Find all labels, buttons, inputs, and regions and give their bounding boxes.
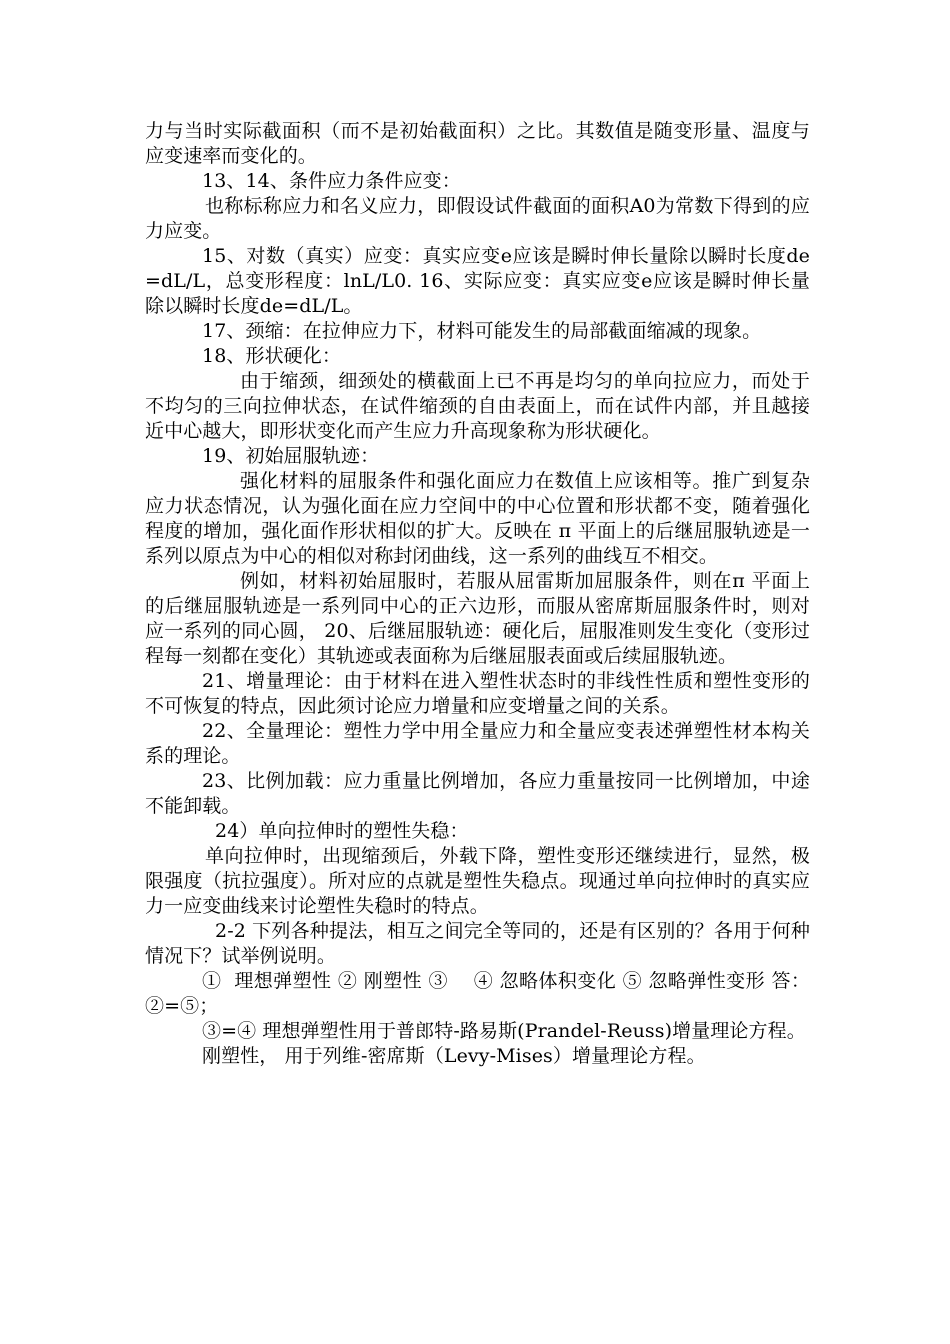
paragraph-shape-hardening: 由于缩颈，细颈处的横截面上已不再是均匀的单向拉应力，而处于不均匀的三向拉伸状态，在试件缩颈的自由表面上，而在试件内部，并且越接近中心越大，即形状变化而产生应力升高现象称为形状硬化。 [145, 370, 810, 442]
paragraph-options-answer: ① 理想弹塑性 ② 刚塑性 ③ ④ 忽略体积变化 ⑤ 忽略弹性变形 答：②=⑤； [145, 970, 810, 1017]
heading-24: 24）单向拉伸时的塑性失稳： [215, 820, 469, 842]
paragraph-21-incremental: 21、增量理论：由于材料在进入塑性状态时的非线性性质和塑性变形的不可恢复的特点，因此须讨论应力增量和应变增量之间的关系。 [145, 670, 810, 717]
heading-13-14: 13、14、条件应力条件应变： [202, 170, 461, 192]
paragraph-initial-yield: 强化材料的屈服条件和强化面应力在数值上应该相等。推广到复杂应力状态情况，认为强化面在应力空间中的中心位置和形状都不变，随着强化程度的增加，强化面作形状相似的扩大。反映在 π 平面上的后继屈服轨迹是一系列以原点为中心的相似对称封闭曲线，这一系列的曲线互不相交。 [145, 470, 810, 567]
paragraph-24-instability: 单向拉伸时，出现缩颈后，外载下降，塑性变形还继续进行，显然，极限强度（抗拉强度）。所对应的点就是塑性失稳点。现通过单向拉伸时的真实应力一应变曲线来讨论塑性失稳时的特点。 [145, 845, 810, 917]
paragraph-true-stress-def: 力与当时实际截面积（而不是初始截面积）之比。其数值是随变形量、温度与应变速率而变化的。 [145, 120, 810, 167]
paragraph-nominal-stress: 也称标称应力和名义应力，即假设试件截面的面积A0为常数下得到的应力应变。 [145, 195, 810, 242]
heading-18: 18、形状硬化： [202, 345, 341, 367]
paragraph-22-total: 22、全量理论：塑性力学中用全量应力和全量应变表述弹塑性材本构关系的理论。 [145, 720, 810, 767]
heading-19: 19、初始屈服轨迹： [202, 445, 380, 467]
document-body [145, 119, 810, 1069]
paragraph-question-2-2: 2-2 下列各种提法，相互之间完全等同的，还是有区别的？各用于何种情况下？试举例说明。 [145, 920, 810, 967]
paragraph-15-16: 15、对数（真实）应变：真实应变e应该是瞬时伸长量除以瞬时长度de=dL/L，总变形程度：lnL/L0. 16、实际应变：真实应变e应该是瞬时伸长量除以瞬时长度de=dL/L。 [145, 245, 810, 317]
paragraph-23-proportional: 23、比例加载：应力重量比例增加，各应力重量按同一比例增加，中途不能卸载。 [145, 770, 810, 817]
paragraph-levy-mises: 刚塑性， 用于列维-密席斯（Levy-Mises）增量理论方程。 [202, 1045, 706, 1067]
paragraph-example-20: 例如，材料初始屈服时，若服从屈雷斯加屈服条件，则在π 平面上的后继屈服轨迹是一系列同中心的正六边形，而服从密席斯屈服条件时，则对应一系列的同心圆， 20、后继屈服轨迹：硬化后，屈服准则发生变化（变形过程每一刻都在变化）其轨迹或表面称为后继屈服表面或后续屈服轨迹。 [145, 570, 810, 667]
paragraph-17-necking: 17、颈缩：在拉伸应力下，材料可能发生的局部截面缩减的现象。 [202, 320, 762, 342]
paragraph-prandtl-reuss: ③=④ 理想弹塑性用于普郎特-路易斯(Prandel-Reuss)增量理论方程。 [202, 1020, 806, 1042]
